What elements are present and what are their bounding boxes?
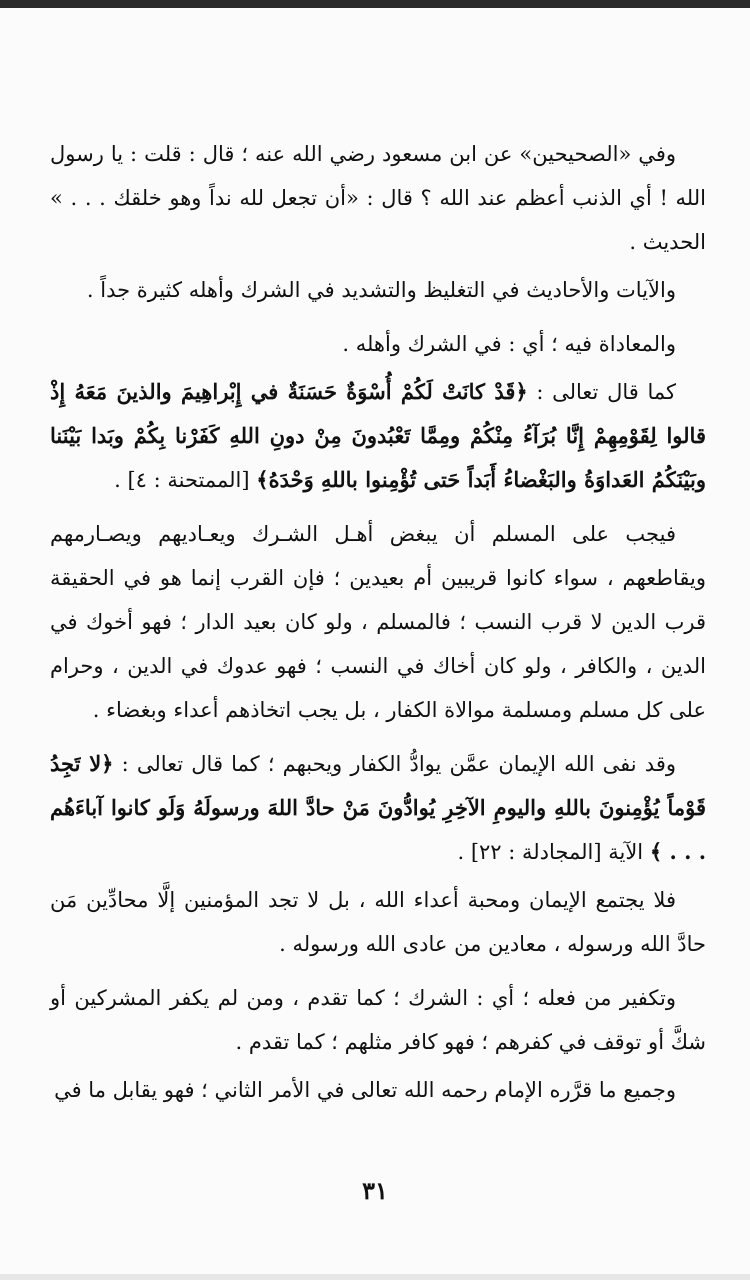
paragraph-verses-note: والآيات والأحاديث في التغليظ والتشديد في الشرك وأهله كثيرة جداً . xyxy=(86,278,676,302)
paragraph-imam-summary: وجميع ما قرَّره الإمام رحمه الله تعالى في الأمر الثاني ؛ فهو يقابل ما في xyxy=(54,1078,676,1102)
page-body-text xyxy=(50,132,706,1122)
top-edge-bar xyxy=(0,0,750,8)
paragraph-enmity: والمعاداة فيه ؛ أي : في الشرك وأهله . xyxy=(342,332,676,356)
paragraph-takfir: وتكفير من فعله ؛ أي : الشرك ؛ كما تقدم ، ومن لم يكفر المشركين أو شكَّ أو توقف في كفرهم ؛ فهو كافر مثلهم ؛ كما تقدم . xyxy=(50,986,706,1054)
paragraph-hate-polytheists: فيجب على المسلم أن يبغض أهـل الشـرك ويعـاديهم ويصـارمهم ويقاطعهم ، سواء كانوا قريبين أم بعيدين ؛ فإن القرب إنما هو في الحقيقة قرب الدين لا قرب النسب ؛ فالمسلم ، ولو كان بعيد الدار ؛ فهو أخوك في الدين ، والكافر ، ولو كان أخاك في النسب ؛ فهو عدوك في الدين ، وحرام على كل مسلم ومسلمة موالاة الكفار ، بل يجب اتخاذهم أعداء وبغضاء . xyxy=(50,522,706,722)
page-number: ٣١ xyxy=(362,1176,388,1205)
paragraph-verse-mumtahana xyxy=(50,370,706,502)
verse-intro: كما قال تعالى : xyxy=(536,380,676,404)
verse-reference: [الممتحنة : ٤] . xyxy=(114,468,250,492)
paragraph-hadith: وفي «الصحيحين» عن ابن مسعود رضي الله عنه ؛ قال : قلت : يا رسول الله ! أي الذنب أعظم عند الله ؟ قال : «أن تجعل لله نداً وهو خلقك . . . » الحديث . xyxy=(50,142,706,254)
verse-reference-2: الآية [المجادلة : ٢٢] . xyxy=(457,840,644,864)
quran-verse-mumtahana: ﴿قَدْ كانَتْ لَكُمْ أُسْوَةٌ حَسَنَةٌ في إِبْراهِيمَ والذينَ مَعَهُ إِذْ قالوا لِقَوْمِهِمْ إِنَّا بُرَآءُ مِنْكُمْ ومِمَّا تَعْبُدونَ مِنْ دونِ اللهِ كَفَرْنا بِكُمْ وبَدا بَيْنَنا وبَيْنَكُمُ العَداوَةُ والبَغْضاءُ أَبَداً حَتى تُؤْمِنوا باللهِ وَحْدَهُ﴾ xyxy=(50,379,706,492)
bottom-edge xyxy=(0,1274,750,1280)
paragraph-faith-enemies: فلا يجتمع الإيمان ومحبة أعداء الله ، بل لا تجد المؤمنين إلَّا محادِّين مَن حادَّ الله ورسوله ، معادين من عادى الله ورسوله . xyxy=(50,888,706,956)
verse-intro-2: وقد نفى الله الإيمان عمَّن يوادُّ الكفار ويحبهم ؛ كما قال تعالى : xyxy=(121,752,676,776)
quran-verse-mujadala: ﴿لا تَجِدُ قَوْماً يُؤْمِنونَ باللهِ واليومِ الآخِرِ يُوادُّونَ مَنْ حادَّ اللهَ ورسولَهُ وَلَو كانوا آباءَهُم . . . ﴾ xyxy=(50,751,706,864)
paragraph-verse-mujadala xyxy=(50,742,706,874)
